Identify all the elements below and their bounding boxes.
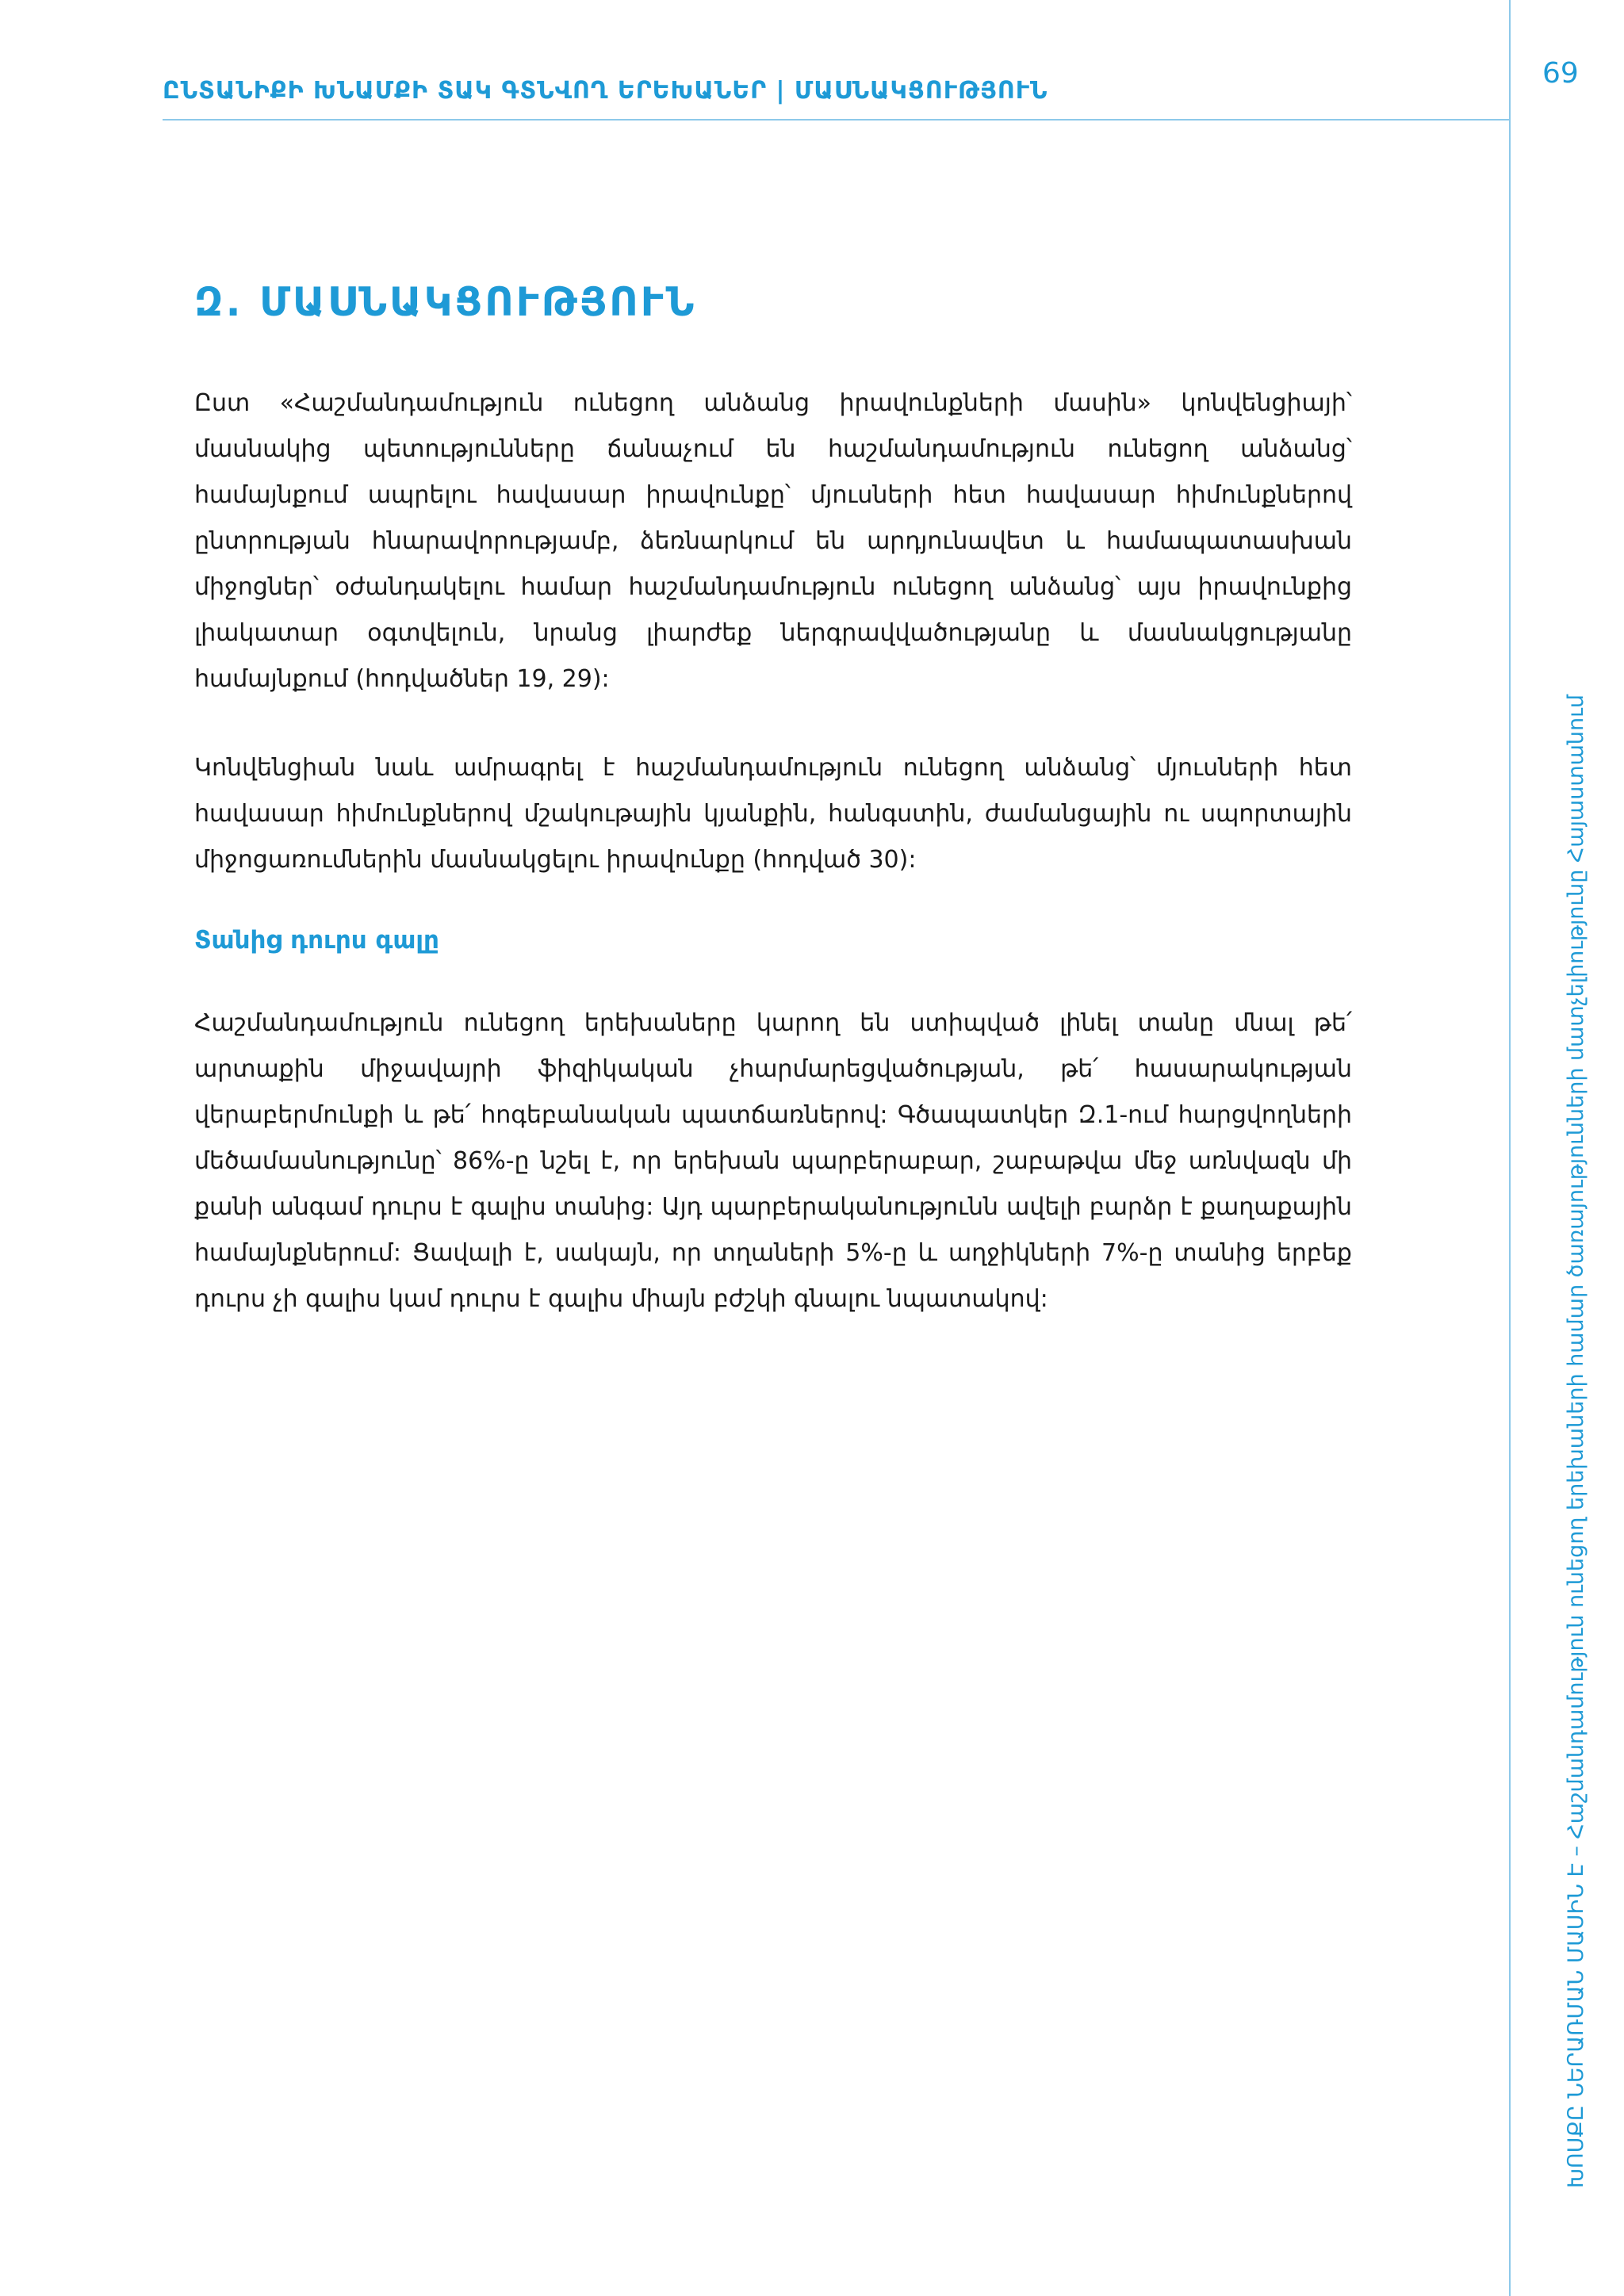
paragraph-3: Հաշմանդամություն ունեցող երեխաները կարող են ստիպված լինել տանը մնալ թե՛ արտաքին միջավայրի ֆիզիկական չհարմարեցվածության, թե՛ հասարակության վերաբերմունքի և թե՛ հոգեբանական պատճառներով: Գծապատկեր Զ.1-ում հարցվողների մեծամասնությունը՝ 86%-ը նշել է, որ երեխան պարբերաբար, շաբաթվա մեջ առնվազն մի քանի անգամ դուրս է գալիս տանից: Այդ պարբերականությունն ավելի բարձր է քաղաքային համայնքներում: Ցավալի է, սակայն, որ տղաների 5%-ը և աղջիկների 7%-ը տանից երբեք դուրս չի գալիս կամ դուրս է գալիս միայն բժշկի գնալու նպատակով: — [194, 1009, 1352, 1313]
margin-rule — [1509, 0, 1511, 2296]
header-rule — [163, 119, 1509, 121]
subheading: Տանից դուրս գալը — [194, 926, 439, 955]
page-number: 69 — [1542, 57, 1579, 90]
paragraph-2: Կոնվենցիան նաև ամրագրել է հաշմանդամություն ունեցող անձանց՝ մյուսների հետ հավասար հիմունքներով մշակութային կյանքին, հանգստին, ժամանցային ու սպորտային միջոցառումներին մասնակցելու իրավունքը (հոդված 30): — [194, 754, 1352, 874]
side-running-title: ԽՈՍՔԸ ՆԵՐԱՌՄԱՆ ՄԱՍԻՆ Է – Հաշմանդամություն ունեցող երեխաների համար ծառայությունների մատչելիությունը Հայաստանում — [1564, 695, 1588, 2188]
paragraph-1: Ըստ «Հաշմանդամություն ունեցող անձանց իրավունքների մասին» կոնվենցիայի՝ մասնակից պետությունները ճանաչում են հաշմանդամություն ունեցող անձանց՝ համայնքում ապրելու հավասար իրավունքը՝ մյուսների հետ հավասար հիմունքներով ընտրության հնարավորությամբ, ձեռնարկում են արդյունավետ և համապատասխան միջոցներ՝ օժանդակելու համար հաշմանդամություն ունեցող անձանց՝ այս իրավունքից լիակատար օգտվելուն, նրանց լիարժեք ներգրավվածությանը և մասնակցությանը համայնքում (հոդվածներ 19, 29): — [194, 389, 1352, 693]
running-header: ԸՆՏԱՆԻՔԻ ԽՆԱՄՔԻ ՏԱԿ ԳՏՆՎՈՂ ԵՐԵԽԱՆԵՐ | ՄԱՍՆԱԿՑՈՒԹՅՈՒՆ — [163, 77, 1048, 105]
section-title: Զ. ՄԱՍՆԱԿՑՈՒԹՅՈՒՆ — [194, 279, 697, 325]
